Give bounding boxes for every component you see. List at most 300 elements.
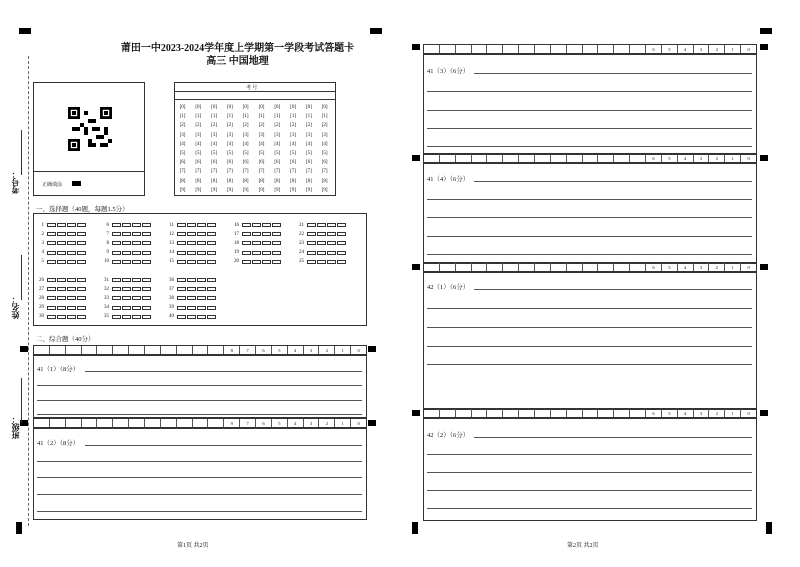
exam-digit-bubble[interactable]: [2] — [305, 123, 312, 129]
mcq-option-bubble[interactable] — [57, 260, 66, 264]
mcq-option-bubble[interactable] — [142, 296, 151, 300]
score-cell[interactable]: 5 — [662, 45, 678, 53]
mcq-option-bubble[interactable] — [57, 278, 66, 282]
exam-digit-bubble[interactable]: [0] — [321, 105, 328, 110]
exam-digit-bubble[interactable]: [9] — [242, 187, 249, 193]
exam-digit-bubble[interactable]: [3] — [258, 132, 265, 138]
exam-digit-bubble[interactable]: [6] — [274, 160, 281, 166]
exam-digit-bubble[interactable]: [6] — [242, 160, 249, 166]
mcq-option-bubble[interactable] — [142, 223, 151, 227]
mcq-option-bubble[interactable] — [252, 251, 261, 255]
mcq-option-bubble[interactable] — [177, 260, 186, 264]
mcq-option-bubble[interactable] — [337, 241, 346, 245]
mcq-option-bubble[interactable] — [112, 260, 121, 264]
score-cell[interactable]: 5 — [662, 409, 678, 417]
exam-digit-bubble[interactable]: [7] — [226, 169, 233, 175]
score-cell[interactable]: 7 — [240, 419, 256, 427]
score-cell[interactable]: 0 — [747, 156, 750, 161]
exam-digit-bubble[interactable]: [8] — [242, 178, 249, 184]
mcq-option-bubble[interactable] — [187, 260, 196, 264]
exam-digit-bubble[interactable]: [0] — [179, 105, 186, 110]
mcq-option-bubble[interactable] — [132, 296, 141, 300]
score-cell[interactable]: 3 — [694, 45, 710, 53]
answer-line[interactable] — [427, 454, 752, 455]
mcq-option-bubble[interactable] — [317, 223, 326, 227]
mcq-option-bubble[interactable] — [317, 241, 326, 245]
score-cell[interactable]: 2 — [319, 419, 335, 427]
exam-digit-bubble[interactable]: [1] — [242, 114, 249, 120]
mcq-option-bubble[interactable] — [132, 260, 141, 264]
exam-digit-bubble[interactable]: [6] — [321, 160, 328, 166]
exam-digit-bubble[interactable]: [7] — [211, 169, 218, 175]
exam-digit-bubble[interactable]: [7] — [305, 169, 312, 175]
mcq-option-bubble[interactable] — [197, 278, 206, 282]
score-cell[interactable]: 1 — [335, 419, 351, 427]
exam-digit-bubble[interactable]: [4] — [258, 141, 265, 147]
mcq-option-bubble[interactable] — [47, 296, 56, 300]
mcq-option-bubble[interactable] — [252, 241, 261, 245]
mcq-option-bubble[interactable] — [272, 223, 281, 227]
mcq-option-bubble[interactable] — [262, 251, 271, 255]
mcq-option-bubble[interactable] — [67, 278, 76, 282]
exam-digit-bubble[interactable]: [7] — [290, 169, 297, 175]
mcq-option-bubble[interactable] — [112, 241, 121, 245]
mcq-option-bubble[interactable] — [187, 232, 196, 236]
mcq-option-bubble[interactable] — [242, 241, 251, 245]
exam-digit-bubble[interactable]: [6] — [211, 160, 218, 166]
exam-digit-bubble[interactable]: [9] — [226, 187, 233, 193]
answer-line[interactable] — [427, 472, 752, 473]
exam-digit-bubble[interactable]: [0] — [242, 105, 249, 110]
score-cell[interactable]: 6 — [646, 154, 662, 162]
mcq-option-bubble[interactable] — [132, 251, 141, 255]
exam-digit-bubble[interactable]: [2] — [179, 123, 186, 129]
mcq-option-bubble[interactable] — [112, 251, 121, 255]
score-cell[interactable]: 2 — [709, 409, 725, 417]
mcq-option-bubble[interactable] — [132, 223, 141, 227]
exam-digit-bubble[interactable]: [8] — [195, 178, 202, 184]
exam-digit-bubble[interactable]: [7] — [258, 169, 265, 175]
answer-line[interactable] — [474, 73, 752, 74]
mcq-option-bubble[interactable] — [252, 260, 261, 264]
exam-digit-bubble[interactable]: [7] — [321, 169, 328, 175]
mcq-option-bubble[interactable] — [112, 296, 121, 300]
score-cell[interactable]: 2 — [709, 45, 725, 53]
mcq-option-bubble[interactable] — [177, 223, 186, 227]
score-cell[interactable]: 0 — [747, 411, 750, 416]
score-cell[interactable]: 6 — [646, 263, 662, 271]
exam-digit-bubble[interactable]: [2] — [274, 123, 281, 129]
mcq-option-bubble[interactable] — [177, 315, 186, 319]
score-cell[interactable]: 6 — [646, 45, 662, 53]
mcq-option-bubble[interactable] — [67, 287, 76, 291]
mcq-option-bubble[interactable] — [207, 278, 216, 282]
exam-digit-bubble[interactable]: [5] — [321, 151, 328, 157]
answer-line[interactable] — [37, 385, 362, 386]
mcq-option-bubble[interactable] — [187, 287, 196, 291]
exam-digit-bubble[interactable]: [5] — [290, 151, 297, 157]
exam-digit-bubble[interactable]: [1] — [179, 114, 186, 120]
mcq-option-bubble[interactable] — [177, 296, 186, 300]
exam-digit-bubble[interactable]: [7] — [179, 169, 186, 175]
exam-digit-bubble[interactable]: [1] — [290, 114, 297, 120]
mcq-option-bubble[interactable] — [142, 306, 151, 310]
mcq-option-bubble[interactable] — [57, 251, 66, 255]
answer-line[interactable] — [427, 327, 752, 328]
mcq-option-bubble[interactable] — [77, 315, 86, 319]
score-cell[interactable]: 7 — [240, 346, 256, 354]
exam-digit-bubble[interactable]: [1] — [226, 114, 233, 120]
exam-digit-bubble[interactable]: [4] — [195, 141, 202, 147]
answer-line[interactable] — [427, 308, 752, 309]
score-cell[interactable]: 4 — [288, 346, 304, 354]
mcq-option-bubble[interactable] — [327, 241, 336, 245]
exam-digit-bubble[interactable]: [0] — [226, 105, 233, 110]
answer-line[interactable] — [427, 91, 752, 92]
mcq-option-bubble[interactable] — [67, 223, 76, 227]
mcq-option-bubble[interactable] — [197, 306, 206, 310]
exam-digit-bubble[interactable]: [3] — [290, 132, 297, 138]
mcq-option-bubble[interactable] — [47, 315, 56, 319]
mcq-option-bubble[interactable] — [272, 232, 281, 236]
mcq-option-bubble[interactable] — [77, 223, 86, 227]
mcq-option-bubble[interactable] — [307, 260, 316, 264]
exam-digit-bubble[interactable]: [8] — [258, 178, 265, 184]
exam-digit-bubble[interactable]: [9] — [211, 187, 218, 193]
mcq-option-bubble[interactable] — [272, 260, 281, 264]
score-cell[interactable]: 3 — [694, 154, 710, 162]
mcq-option-bubble[interactable] — [242, 251, 251, 255]
mcq-option-bubble[interactable] — [77, 260, 86, 264]
exam-digit-bubble[interactable]: [9] — [290, 187, 297, 193]
exam-digit-bubble[interactable]: [9] — [305, 187, 312, 193]
mcq-option-bubble[interactable] — [262, 241, 271, 245]
exam-digit-bubble[interactable]: [2] — [195, 123, 202, 129]
mcq-option-bubble[interactable] — [57, 306, 66, 310]
mcq-option-bubble[interactable] — [77, 278, 86, 282]
exam-digit-bubble[interactable]: [6] — [290, 160, 297, 166]
score-cell[interactable]: 8 — [224, 346, 240, 354]
mcq-option-bubble[interactable] — [122, 287, 131, 291]
score-cell[interactable]: 3 — [304, 419, 320, 427]
mcq-option-bubble[interactable] — [187, 296, 196, 300]
score-cell[interactable]: 0 — [747, 265, 750, 270]
exam-digit-bubble[interactable]: [3] — [211, 132, 218, 138]
score-cell[interactable]: 1 — [335, 346, 351, 354]
exam-digit-bubble[interactable]: [6] — [226, 160, 233, 166]
mcq-option-bubble[interactable] — [112, 232, 121, 236]
answer-line[interactable] — [427, 128, 752, 129]
exam-digit-bubble[interactable]: [3] — [242, 132, 249, 138]
exam-digit-bubble[interactable]: [0] — [211, 105, 218, 110]
score-cell[interactable]: 5 — [662, 154, 678, 162]
mcq-option-bubble[interactable] — [177, 241, 186, 245]
exam-digit-bubble[interactable]: [1] — [321, 114, 328, 120]
mcq-option-bubble[interactable] — [47, 223, 56, 227]
mcq-option-bubble[interactable] — [47, 232, 56, 236]
score-cell[interactable]: 9 — [224, 419, 240, 427]
mcq-option-bubble[interactable] — [242, 232, 251, 236]
mcq-option-bubble[interactable] — [177, 232, 186, 236]
mcq-option-bubble[interactable] — [177, 306, 186, 310]
mcq-option-bubble[interactable] — [242, 260, 251, 264]
mcq-option-bubble[interactable] — [67, 232, 76, 236]
answer-line[interactable] — [427, 508, 752, 509]
mcq-option-bubble[interactable] — [177, 251, 186, 255]
mcq-option-bubble[interactable] — [77, 251, 86, 255]
mcq-option-bubble[interactable] — [57, 223, 66, 227]
score-cell[interactable]: 1 — [725, 409, 741, 417]
mcq-option-bubble[interactable] — [122, 260, 131, 264]
exam-digit-bubble[interactable]: [6] — [305, 160, 312, 166]
exam-digit-bubble[interactable]: [3] — [274, 132, 281, 138]
mcq-option-bubble[interactable] — [317, 251, 326, 255]
mcq-option-bubble[interactable] — [337, 260, 346, 264]
mcq-option-bubble[interactable] — [142, 278, 151, 282]
mcq-option-bubble[interactable] — [207, 315, 216, 319]
mcq-option-bubble[interactable] — [67, 251, 76, 255]
exam-digit-bubble[interactable]: [3] — [195, 132, 202, 138]
exam-digit-bubble[interactable]: [1] — [258, 114, 265, 120]
exam-digit-bubble[interactable]: [1] — [274, 114, 281, 120]
exam-digit-bubble[interactable]: [8] — [179, 178, 186, 184]
mcq-option-bubble[interactable] — [57, 287, 66, 291]
mcq-option-bubble[interactable] — [197, 315, 206, 319]
mcq-option-bubble[interactable] — [307, 232, 316, 236]
exam-digit-bubble[interactable]: [4] — [179, 141, 186, 147]
mcq-option-bubble[interactable] — [242, 223, 251, 227]
mcq-option-bubble[interactable] — [337, 251, 346, 255]
answer-line[interactable] — [427, 364, 752, 365]
exam-digit-bubble[interactable]: [4] — [226, 141, 233, 147]
score-cell[interactable]: 3 — [304, 346, 320, 354]
mcq-option-bubble[interactable] — [47, 278, 56, 282]
score-cell[interactable]: 0 — [747, 47, 750, 52]
exam-digit-bubble[interactable]: [3] — [321, 132, 328, 138]
exam-digit-bubble[interactable]: [4] — [242, 141, 249, 147]
mcq-option-bubble[interactable] — [187, 315, 196, 319]
mcq-option-bubble[interactable] — [132, 315, 141, 319]
exam-digit-bubble[interactable]: [9] — [195, 187, 202, 193]
mcq-option-bubble[interactable] — [252, 232, 261, 236]
score-cell[interactable]: 4 — [678, 409, 694, 417]
mcq-option-bubble[interactable] — [57, 232, 66, 236]
exam-digit-bubble[interactable]: [6] — [195, 160, 202, 166]
exam-digit-bubble[interactable]: [4] — [290, 141, 297, 147]
exam-digit-bubble[interactable]: [9] — [274, 187, 281, 193]
exam-digit-bubble[interactable]: [0] — [258, 105, 265, 110]
score-cell[interactable]: 1 — [725, 45, 741, 53]
answer-line[interactable] — [427, 346, 752, 347]
exam-digit-bubble[interactable]: [2] — [258, 123, 265, 129]
answer-line[interactable] — [37, 511, 362, 512]
mcq-option-bubble[interactable] — [337, 223, 346, 227]
exam-digit-bubble[interactable]: [5] — [195, 151, 202, 157]
mcq-option-bubble[interactable] — [57, 296, 66, 300]
exam-digit-bubble[interactable]: [4] — [274, 141, 281, 147]
exam-digit-bubble[interactable]: [8] — [211, 178, 218, 184]
mcq-option-bubble[interactable] — [327, 223, 336, 227]
score-cell[interactable]: 5 — [662, 263, 678, 271]
exam-digit-bubble[interactable]: [4] — [321, 141, 328, 147]
mcq-option-bubble[interactable] — [207, 241, 216, 245]
mcq-option-bubble[interactable] — [122, 278, 131, 282]
answer-line[interactable] — [427, 490, 752, 491]
exam-digit-bubble[interactable]: [9] — [179, 187, 186, 193]
answer-line[interactable] — [37, 477, 362, 478]
mcq-option-bubble[interactable] — [77, 241, 86, 245]
exam-digit-bubble[interactable]: [2] — [242, 123, 249, 129]
exam-digit-bubble[interactable]: [1] — [195, 114, 202, 120]
score-cell[interactable]: 2 — [319, 346, 335, 354]
exam-digit-bubble[interactable]: [6] — [179, 160, 186, 166]
mcq-option-bubble[interactable] — [67, 315, 76, 319]
exam-digit-bubble[interactable]: [2] — [226, 123, 233, 129]
mcq-option-bubble[interactable] — [112, 315, 121, 319]
mcq-option-bubble[interactable] — [262, 223, 271, 227]
score-cell[interactable]: 3 — [694, 409, 710, 417]
mcq-option-bubble[interactable] — [122, 306, 131, 310]
score-cell[interactable]: 4 — [678, 45, 694, 53]
exam-digit-bubble[interactable]: [3] — [179, 132, 186, 138]
mcq-option-bubble[interactable] — [187, 241, 196, 245]
mcq-option-bubble[interactable] — [142, 260, 151, 264]
mcq-option-bubble[interactable] — [132, 241, 141, 245]
mcq-option-bubble[interactable] — [132, 306, 141, 310]
mcq-option-bubble[interactable] — [47, 241, 56, 245]
mcq-option-bubble[interactable] — [57, 241, 66, 245]
mcq-option-bubble[interactable] — [142, 251, 151, 255]
mcq-option-bubble[interactable] — [327, 260, 336, 264]
exam-digit-bubble[interactable]: [8] — [290, 178, 297, 184]
exam-digit-bubble[interactable]: [9] — [258, 187, 265, 193]
mcq-option-bubble[interactable] — [112, 287, 121, 291]
mcq-option-bubble[interactable] — [307, 223, 316, 227]
answer-line[interactable] — [37, 494, 362, 495]
mcq-option-bubble[interactable] — [77, 306, 86, 310]
mcq-option-bubble[interactable] — [77, 296, 86, 300]
score-cell[interactable]: 5 — [272, 419, 288, 427]
mcq-option-bubble[interactable] — [197, 232, 206, 236]
exam-digit-bubble[interactable]: [6] — [258, 160, 265, 166]
exam-digit-bubble[interactable]: [2] — [321, 123, 328, 129]
exam-digit-bubble[interactable]: [5] — [211, 151, 218, 157]
exam-digit-bubble[interactable]: [3] — [226, 132, 233, 138]
mcq-option-bubble[interactable] — [132, 232, 141, 236]
score-cell[interactable]: 2 — [709, 263, 725, 271]
answer-line[interactable] — [474, 437, 752, 438]
score-cell[interactable]: 0 — [357, 421, 360, 426]
mcq-option-bubble[interactable] — [177, 278, 186, 282]
mcq-option-bubble[interactable] — [307, 251, 316, 255]
exam-digit-bubble[interactable]: [0] — [195, 105, 202, 110]
score-cell[interactable]: 6 — [646, 409, 662, 417]
mcq-option-bubble[interactable] — [122, 241, 131, 245]
score-cell[interactable]: 4 — [288, 419, 304, 427]
mcq-option-bubble[interactable] — [252, 223, 261, 227]
mcq-option-bubble[interactable] — [57, 315, 66, 319]
exam-digit-bubble[interactable]: [2] — [211, 123, 218, 129]
mcq-option-bubble[interactable] — [337, 232, 346, 236]
mcq-option-bubble[interactable] — [327, 251, 336, 255]
exam-digit-bubble[interactable]: [5] — [226, 151, 233, 157]
mcq-option-bubble[interactable] — [177, 287, 186, 291]
score-cell[interactable]: 6 — [256, 419, 272, 427]
answer-line[interactable] — [85, 371, 362, 372]
mcq-option-bubble[interactable] — [207, 296, 216, 300]
mcq-option-bubble[interactable] — [197, 223, 206, 227]
answer-line[interactable] — [37, 414, 362, 415]
mcq-option-bubble[interactable] — [122, 251, 131, 255]
mcq-option-bubble[interactable] — [142, 287, 151, 291]
mcq-option-bubble[interactable] — [47, 287, 56, 291]
mcq-option-bubble[interactable] — [272, 251, 281, 255]
answer-line[interactable] — [37, 461, 362, 462]
exam-digit-bubble[interactable]: [4] — [211, 141, 218, 147]
exam-digit-bubble[interactable]: [0] — [305, 105, 312, 110]
answer-line[interactable] — [427, 217, 752, 218]
mcq-option-bubble[interactable] — [207, 306, 216, 310]
exam-digit-bubble[interactable]: [7] — [242, 169, 249, 175]
exam-digit-bubble[interactable]: [8] — [321, 178, 328, 184]
mcq-option-bubble[interactable] — [307, 241, 316, 245]
exam-digit-bubble[interactable]: [5] — [258, 151, 265, 157]
answer-line[interactable] — [427, 199, 752, 200]
mcq-option-bubble[interactable] — [197, 260, 206, 264]
exam-digit-bubble[interactable]: [1] — [211, 114, 218, 120]
exam-digit-bubble[interactable]: [2] — [290, 123, 297, 129]
mcq-option-bubble[interactable] — [77, 287, 86, 291]
mcq-option-bubble[interactable] — [67, 241, 76, 245]
mcq-option-bubble[interactable] — [317, 260, 326, 264]
mcq-option-bubble[interactable] — [197, 251, 206, 255]
mcq-option-bubble[interactable] — [112, 223, 121, 227]
mcq-option-bubble[interactable] — [112, 278, 121, 282]
exam-digit-bubble[interactable]: [7] — [274, 169, 281, 175]
exam-digit-bubble[interactable]: [0] — [274, 105, 281, 110]
exam-digit-bubble[interactable]: [1] — [305, 114, 312, 120]
exam-digit-bubble[interactable]: [5] — [274, 151, 281, 157]
mcq-option-bubble[interactable] — [197, 241, 206, 245]
mcq-option-bubble[interactable] — [197, 296, 206, 300]
score-cell[interactable]: 6 — [256, 346, 272, 354]
answer-line[interactable] — [427, 146, 752, 147]
mcq-option-bubble[interactable] — [132, 287, 141, 291]
exam-digit-bubble[interactable]: [3] — [305, 132, 312, 138]
mcq-option-bubble[interactable] — [122, 223, 131, 227]
score-cell[interactable]: 1 — [725, 263, 741, 271]
answer-line[interactable] — [474, 181, 752, 182]
mcq-option-bubble[interactable] — [207, 287, 216, 291]
mcq-option-bubble[interactable] — [67, 260, 76, 264]
mcq-option-bubble[interactable] — [272, 241, 281, 245]
answer-line[interactable] — [474, 289, 752, 290]
exam-digit-bubble[interactable]: [9] — [321, 187, 328, 193]
exam-digit-bubble[interactable]: [5] — [242, 151, 249, 157]
mcq-option-bubble[interactable] — [132, 278, 141, 282]
answer-line[interactable] — [427, 254, 752, 255]
answer-line[interactable] — [85, 445, 362, 446]
answer-line[interactable] — [427, 236, 752, 237]
mcq-option-bubble[interactable] — [112, 306, 121, 310]
exam-digit-bubble[interactable]: [8] — [274, 178, 281, 184]
exam-digit-bubble[interactable]: [7] — [195, 169, 202, 175]
mcq-option-bubble[interactable] — [122, 296, 131, 300]
mcq-option-bubble[interactable] — [327, 232, 336, 236]
mcq-option-bubble[interactable] — [77, 232, 86, 236]
mcq-option-bubble[interactable] — [207, 223, 216, 227]
mcq-option-bubble[interactable] — [47, 251, 56, 255]
